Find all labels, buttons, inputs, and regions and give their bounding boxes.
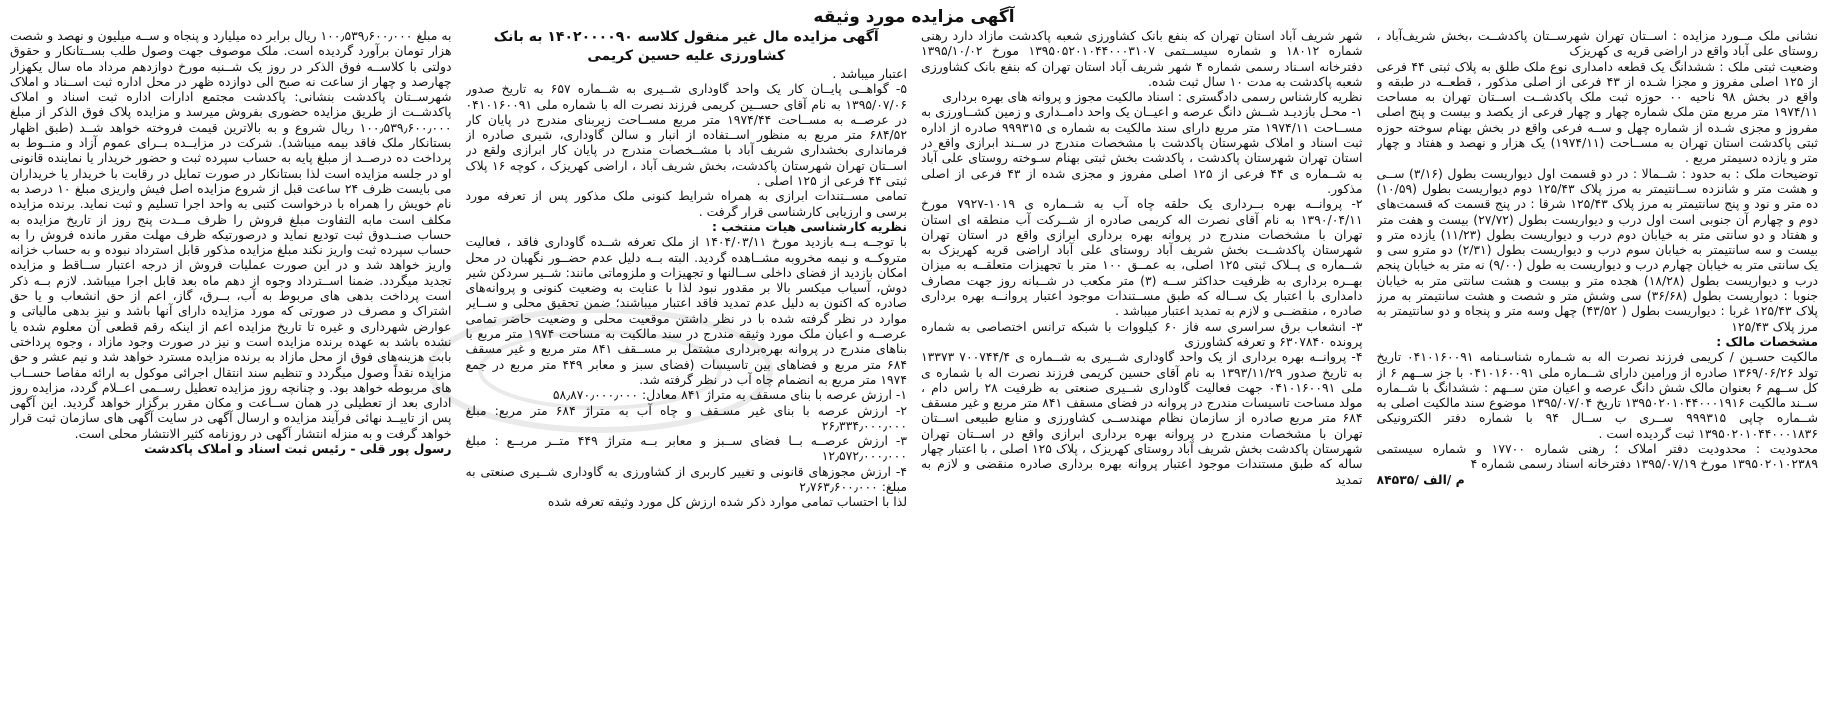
total-value-intro: لذا با احتساب تمامی موارد ذکر شده ارزش کل مورد وثیقه تعرفه شده: [547, 494, 907, 510]
value-unroofed: ۲- ارزش عرصه با بنای غیر مسـقف و چاه آب به متراژ ۶۸۴ متر مربع: مبلغ ۲۶٫۳۳۴٫۰۰۰٫۰۰۰: [465, 402, 907, 433]
panel-opinion: با توجــه بــه بازدید مورخ ۱۴۰۴/۰۳/۱۱ از ملک تعرفه شــده گاوداری فاقد ، فعالیت متروکــه و نیمه مخروبه مشــاهده گردید. البته بــه دلیل عدم حضــور نگهبان در محل امکان بازدید از فضای داخلی ســالنها و تجهیزات و ملزوماتی مانند: شــیر سردکن شیر دوش، آسیاب میکسر بالا بر مقدور نبود لذا با عنایت به وضعیت کنونی و پروانه‌های صادره که اکنون به دلیل عدم تمدید فاقد اعتبار میباشند؛ ضمن تحقیق محلی و ســایر موارد در نظر گرفته شده با در نظر داشتن موقعیت محلی و وضعیت حاضر تمامی عرصــه و اعیان ملک مورد وثیقه مندرج در سند مالکیت به مساحت ۱۹۷۴ متر مربع با بناهای مندرج در پروانه بهره‌برداری مشتمل بر مســقف ۸۴۱ متر مربع و غیر مسقف ۶۸۴ متر مربع و فضاهای بین تاسیسات (فضای سبز و معابر ۴۴۹ متر مربع در جمع ۱۹۷۴ متر مربع به انضمام چاه آب در نظر گرفته شد.: [465, 234, 907, 387]
property-address: نشانی ملک مــورد مزایده : اســتان تهران شهرســتان پاکدشــت ،بخش شریف‌آباد ، روستای علی آباد واقع در اراضی قریه ی کهریزک: [1376, 28, 1818, 59]
reference-number: ۸۴۵۳۵/ م /الف: [1376, 471, 1465, 487]
value-green-space: ۳- ارزش عرصــه بــا فضای ســبز و معابر بــه متراژ ۴۴۹ متــر مربــع : مبلغ ۱۲٫۵۷۲٫۰۰۰٫۰۰۰: [465, 433, 907, 464]
value-permits: ۴- ارزش مجوزهای قانونی و تغییر کاربری از کشاورزی به گاوداری شــیری صنعتی به مبلغ: ۲٫۷۶۳٫۶۰۰٫۰۰۰: [465, 463, 907, 495]
auction-terms: به مبلغ ۱۰۰٫۵۳۹٫۶۰۰٫۰۰۰ ریال برابر ده میلیارد و پنجاه و ســه میلیون و نهصد و شصت هزار تومان برآورد گردیده است. ملک موصوف جهت وصول طلب بســتانکار و حقوق دولتی با کلاســه فوق الذکر در روز یک شــنبه مورخ دوازدهم مرداد ماه سال یکهزار چهارصد و چهار از ساعت نه صبح الی دوازده ظهر در محل اداره ثبت اســناد و املاک شهرســتان پاکدشت بنشانی: پاکدشت مجتمع ادارات اداره ثبت اسناد و املاک پاکدشــت از طریق مزایده حضوری بفروش میرسد و مزایده پلاک فوق الذکر از مبلغ ۱۰۰٫۵۳۹٫۶۰۰٫۰۰۰ ریال شروع و به بالاترین قیمت فروخته خواهد شــد (طبق اظهار بستانکار ملک فاقد بیمه میباشد). شرکت در مزایــده بــرای عموم آزاد و منــوط به پرداخت ده درصــد از مبلغ پایه به حساب سپرده ثبت و حضور خریدار یا نماینده قانونی او در جلسه مزایده است لذا بستانکار در صورت تمایل در رقابت با خریدار یا خریداران می بایست ظرف ۲۴ ساعت قبل از شروع مزایده اصل فیش واریزی مبلغ ۱۰ درصد به نام خویش را همراه با درخواست کتبی به واحد اجرا تسلیم و ثبت نماید. برنده مزایده مکلف است مابه التفاوت مبلغ فروش را ظرف مــدت پنج روز از تاریخ مزایده به حساب صنــدوق ثبت تودیع نماید و درصورتیکه ظرف مهلت مقرر مانده فروش را به حساب سپرده ثبت واریز نکند مبلغ مزایده مذکور قابل استرداد نبوده و به حساب خزانه واریز خواهد شد و در این صورت عملیات فروش از درجه اعتبار ســاقط و مزایده تجدید میگردد. ضمنا اســترداد وجوه از دهم ماه بعد قابل اجرا میباشد. لازم بــه ذکر است پرداخت بدهی های مربوط به آب، بــرق، گاز، اعم از حق انشعاب و یا حق اشتراک و مصرف در صورتی که مورد مزایده دارای آنها باشد و نیز بدهی مالیاتی و عوارض شهرداری و غیره تا تاریخ مزایده اعم از اینکه رقم قطعی آن معلوم شده یا نشده باشد به عهده برنده مزایده است و نیز در صورت وجود مازاد ، وجوه پرداختی بابت هزینه‌های فوق از محل مازاد به برنده مزایده مسترد خواهد شد و نیم عشر و حق مزایده نقداً وصول میگردد و تنظیم سند انتقال اجرائی موکول به ارائه مفاصا حســاب های مربوطه خواهد بود. و چنانچه روز مزایده تعطیل رســمی اعــلام گردد، مزایده روز اداری بعد از تعطیلی در همان ســاعت و مکان مقرر برگزار خواهد گردید. این آگهی پس از تاییــد نهائی فرآیند مزایده و ارسال آگهی در سایت آگهی های سازمان ثبت قرار خواهد گرفت و به منزله انتشار آگهی در روزنامه کثیر الانتشار محلی است.: [10, 28, 452, 441]
owner-heading: مشخصات مالک :: [1716, 333, 1818, 349]
signature: رسول پور قلی - رئیس ثبت اسناد و املاک پاکدشت: [144, 441, 452, 457]
column-expert-opinion: [921, 28, 1363, 704]
item-2-well-permit: ۲- پروانــه بهره بــرداری یک حلقه چاه آب به شــماره ی ۱۰۱۹-۷۹۲۷ مورخ ۱۳۹۰/۰۴/۱۱ به نام آقای نصرت اله کریمی صادره از شــرکت آب منطقه ای استان تهران با مشخصات مندرج در پروانه بهره برداری ابرازی واقع در استان تهران شهرستان پاکدشــت بخش شریف آباد روستای علی آباد اراضی قریه کهریزک به شــماره ی پــلاک ثبتی ۱۲۵ اصلی، به عمــق ۱۰۰ متر با تجهیزات متعلقــه به میزان بهــره برداری به ظرفیت حداکثر ســه (۳) متر مکعب در شــبانه روز جهت مصارف دامداری با اعتبار یک ســاله که طبق مســتندات موجود اعتبار پروانــه بهره برداری صادره ، منقضــی و لازم به تمدید اعتبار میباشد .: [921, 196, 1363, 319]
item-4-operation-permit: ۴- پروانــه بهره برداری از یک واحد گاوداری شــیری به شــماره ی ۷۰۰۷۴۴/۴ ۱۳۳۷۳ به تاریخ صدور ۱۳۹۳/۱۱/۲۹ به نام آقای حسین کریمی فرزند نصرت اله با شماره ی ملی ۰۴۱۰۱۶۰۰۹۱ جهت فعالیت گاوداری شــیری صنعتی به ظرفیت ۲۸ راس دام ، مولد مساحت تاسیسات مندرج در پروانه در فضای مسقف ۸۴۱ متر مربع و غیر مسقف ۶۸۴ متر مربع صادره از سازمان نظام مهندســی کشاورزی و منابع طبیعی اســتان تهران با مشخصات مندرج در پروانه بهره برداری ابرازی واقع در اســتان تهران شهرستان پاکدشت بخش شریف آباد روستای کهریزک ، پلاک ۱۲۵ اصلی ، با اعتبار چهار ساله که طبق مستندات موجود اعتبار پروانه بهره برداری صادره منقضی و لازم به تمدید: [921, 349, 1363, 487]
restrictions: محدودیت : محدودیت دفتر املاک ؛ رهنی شماره ۱۷۷۰۰ و شماره سیستمی ۱۳۹۵۰۲۰۱۰۲۳۸۹ مورخ ۱۳۹۵/۰۷/۱۹ دفترخانه اسناد رسمی شماره ۴: [1376, 441, 1818, 472]
auction-subtitle: آگهی مزایده مال غیر منقول کلاسه ۱۴۰۲۰۰۰۰۹۰ به بانک کشاورزی علیه حسین کریمی: [493, 29, 879, 64]
property-boundaries: توضیحات ملک : به حدود : شــمالا : در دو قسمت اول دیواریست بطول (۳/۱۶) ســی و هشت متر و شانزده ســانتیمتر به مرز پلاک ۱۲۵/۴۳ دوم دیواریست بطول (۱۰/۵۹) ده متر و نود و پنج سانتیمتر به مرز پلاک ۱۲۵/۴۳ شرقا : در پنج قسمت که قسمت‌های دوم و چهارم آن جنوبی است اول درب و دیواریست بطول (۲۷/۷۲) بیست و هفت متر و هفتاد و دو سانتی متر به خیابان دوم درب و دیواریست بطول (۱۱/۲۳) یازده متر و بیست و سه سانتیمتر به خیابان سوم درب و دیواریست بطول (۲/۳۱) دو مترو سی و یک سانتی متر به خیابان چهارم درب و دیواریست به طول (۹/۰۰) نه متر به خیابان پنجم درب و دیواریست بطول (۱۸/۲۸) هجده متر و بیست و هشت سانتی متر به خیابان جنوبا : دیواریست بطول (۳۶/۶۸) سی وشش متر و شصت و هشت سانتیمتر به مرز پلاک ۱۲۵/۴۳ غربا : دیواریست بطول ( ۴۳/۵۲) چهل وسه متر و پنجاه و دو سانتیمتر به مرز پلاک ۱۲۵/۴۳: [1376, 165, 1818, 334]
item-3-electricity: ۳- انشعاب برق سراسری سه فاز ۶۰ کیلووات با شبکه ترانس اختصاصی به شماره پرونده ۶۳۰۷۸۴۰ و تعرفه کشاورزی: [921, 318, 1363, 349]
notice-title: آگهی مزایده مورد وثیقه: [813, 7, 1015, 27]
owner-details: مالکیت حسـین / کریمی فرزند نصرت اله به شـماره شناسـنامه ۰۴۱۰۱۶۰۰۹۱ تاریخ تولد ۱۳۶۹/۰۶/۲۶ صادره از ورامین دارای شــماره ملی ۰۴۱۰۱۶۰۰۹۱ با جز ســهم ۶ از کل ســهم ۶ بعنوان مالک شش دانگ عرصه و اعیان متن ســهم : ششدانگ با شــماره ســند مالکیت ۱۳۹۵۰۲۰۱۰۴۴۰۰۰۱۹۱۶ تاریخ ۱۳۹۵/۰۷/۰۴ موضوع سند مالکیت اصلی به شــماره چاپی ۹۹۹۳۱۵ ســری ب ســال ۹۴ با شماره دفتر الکترونیکی ۱۳۹۵۰۲۰۱۰۴۴۰۰۰۱۸۳۶ ثبت گردیده است .: [1376, 349, 1818, 441]
item-5-completion-cert: ۵- گواهــی پایــان کار یک واحد گاوداری شــیری به شــماره ۶۵۷ به تاریخ صدور ۱۳۹۵/۰۷/۰۶ به نام آقای حســین کریمی فرزند نصرت اله با شماره ملی ۰۴۱۰۱۶۰۰۹۱ در عرصــه به مســاحت ۱۹۷۴/۴۴ متر مربع مســاحت زیربنای مندرج در پایان کار ۶۸۴/۵۲ متر مربع به منظور اســتفاده از انبار و سالن گاوداری، شیری صادره از فرمانداری بخشداری شریف آباد با مشــخصات مندرج در پایان کار ابرازی ولقع در اســتان تهران شهرستان پاکدشت، بخش شریف آباد ، اراضی کهریزک ، کوچه ۱۶ پلاک ثبتی ۴۴ فرعی از ۱۲۵ اصلی .: [465, 81, 907, 189]
validity-note: اعتبار میباشد .: [832, 66, 907, 81]
expert-opinion-heading: نظریه کارشناس رسمی دادگستری : اسناد مالکیت مجوز و پروانه های بهره برداری: [942, 89, 1363, 105]
notice-columns: [10, 28, 1818, 704]
mortgage-details: شهر شریف آباد استان تهران که بنفع بانک کشاورزی شعبه پاکدشت مازاد دارد رهنی شماره ۱۸۰۱۲ و شماره سیســتمی ۱۳۹۵۰۵۲۰۱۰۴۴۰۰۰۳۱۰۷ مورخ ۱۳۹۵/۱۰/۰۲ دفترخانه اسـناد رسمی شماره ۴ شهر شریف آباد استان تهران که بنفع بانک کشاورزی شعبه پاکدشت به مدت ۱۰ سال ثبت شده.: [921, 28, 1363, 89]
panel-opinion-heading: نظریه کارشناسی هیات منتخب :: [711, 218, 907, 234]
item-1-visit: ۱- محـل بازدیـد شــش دانگ عرصه و اعیــان یک واحد دامــداری و زمین کشــاورزی به مســاحت ۱۹۷۴/۱۱ متر مربع دارای سند مالکیت به شماره ی ۹۹۹۳۱۵ صادره از اداره ثبت اسناد و املاک شهرستان پاکدشت با مشخصات مندرج در ســند ابرازی واقع در استان تهران شهرستان پاکدشت ، پاکدشت بخش ثبتی بهنام سـوخته روستای علی آباد به شــماره ی ۴۴ فرعی از ۱۲۵ اصلی مفروز و مجزی شده از ۴۳ فرعی از اصلی مذکور.: [921, 104, 1363, 196]
documents-review: تمامی مســتندات ابرازی به همراه شرایط کنونی ملک مذکور پس از تعرفه مورد برسی و ارزیابی کارشناسی قرار گرفت .: [465, 188, 907, 219]
column-auction-terms: [10, 28, 452, 704]
registration-status: وضعیت ثبتی ملک : ششدانگ یک قطعه دامداری نوع ملک طلق به پلاک ثبتی ۴۴ فرعی از ۱۲۵ اصلی مفروز و مجزا شـده از ۴۳ فرعی از اصلی مذکور ، قطعــه در طبقه و واقع در بخش ۹۸ ناحیه ۰۰ حوزه ثبت ملک پاکدشــت اســتان تهران به مساحت ۱۹۷۴/۱۱ متر مربع متن ملک شماره چهار و چهار فرعی از یکصد و بیست و پنج اصلی مفروز و مجزی شـده از شماره چهل و ســه فرعی واقع در بخش بهنام سوخته حوزه ثبتی پاکدشت استان تهران به مســاحت (۱۹۷۴/۱۱) یک هزار و نهصد و هفتاد و چهار متر و یازده دسیمتر مربع .: [1376, 58, 1818, 166]
column-valuation: [466, 28, 908, 704]
column-property-details: [1377, 28, 1819, 704]
value-roofed: ۱- ارزش عرصه با بنای مسقف به متراژ ۸۴۱ معادل: ۵۸٫۸۷۰٫۰۰۰٫۰۰۰: [552, 387, 907, 403]
